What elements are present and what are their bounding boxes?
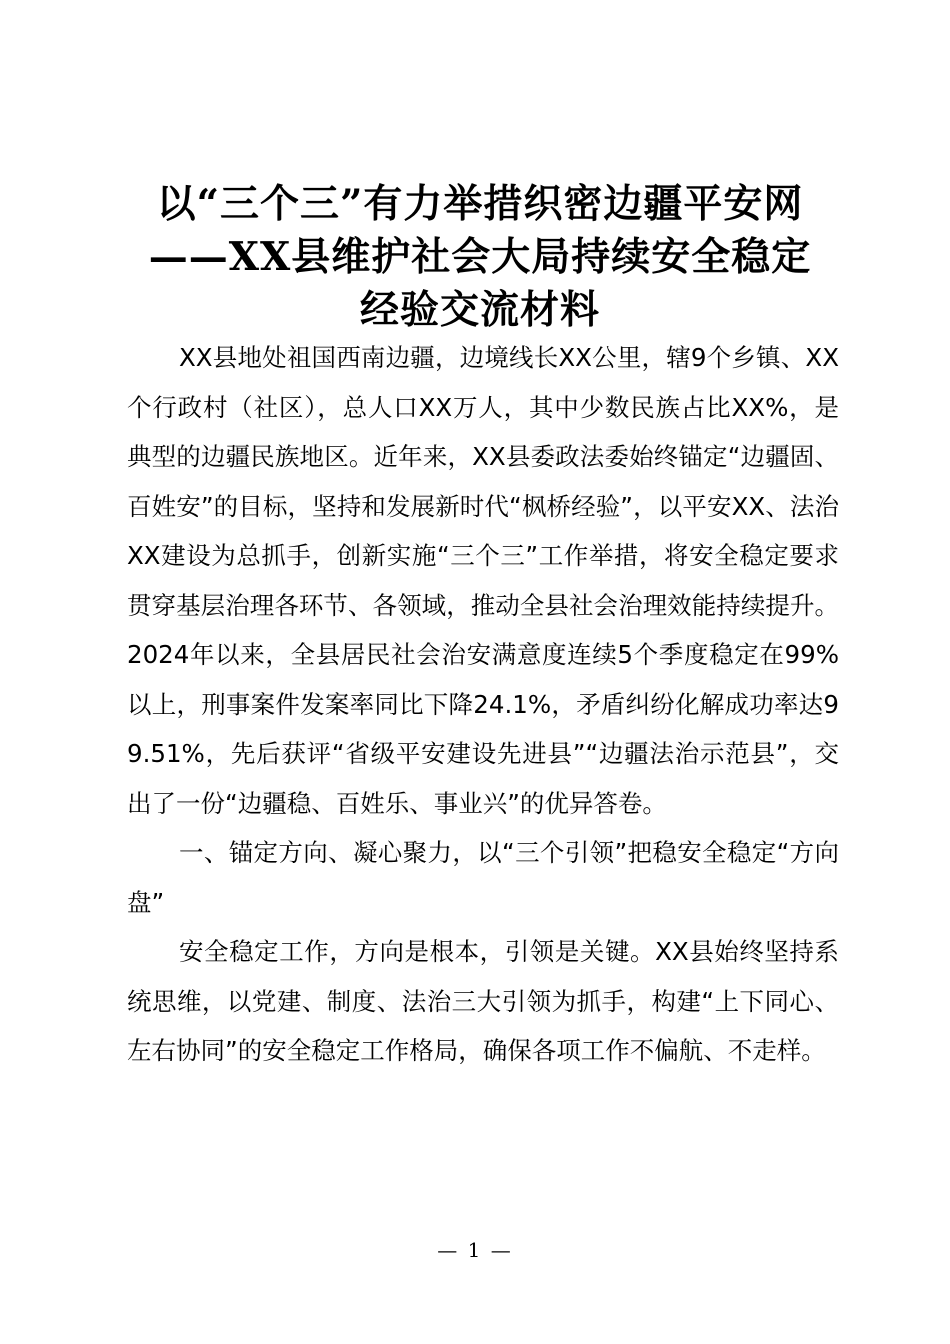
document-body bbox=[127, 333, 839, 1076]
title-line-3: 经验交流材料 bbox=[359, 287, 600, 333]
paragraph-section-1: 安全稳定工作，方向是根本，引领是关键。XX县始终坚持系统思维，以党建、制度、法治三大引领为抓手，构建“上下同心、左右协同”的安全稳定工作格局，确保各项工作不偏航、不走样。 bbox=[127, 937, 839, 1065]
document-title bbox=[110, 178, 850, 337]
title-line-1: 以“三个三”有力举措织密边疆平安网 bbox=[156, 181, 804, 227]
title-line-2: ——XX县维护社会大局持续安全稳定 bbox=[148, 234, 812, 280]
paragraph-intro: XX县地处祖国西南边疆，边境线长XX公里，辖9个乡镇、XX个行政村（社区），总人口XX万人，其中少数民族占比XX%，是典型的边疆民族地区。近年来，XX县委政法委始终锚定“边疆固、百姓安”的目标，坚持和发展新时代“枫桥经验”，以平安XX、法治XX建设为总抓手，创新实施“三个三”工作举措，将安全稳定要求贯穿基层治理各环节、各领域，推动全县社会治理效能持续提升。2024年以来，全县居民社会治安满意度连续5个季度稳定在99%以上，刑事案件发案率同比下降24.1%，矛盾纠纷化解成功率达99.51%，先后获评“省级平安建设先进县”“边疆法治示范县”，交出了一份“边疆稳、百姓乐、事业兴”的优异答卷。 bbox=[127, 343, 839, 818]
page-number: — 1 — bbox=[437, 1238, 513, 1262]
section-heading-1: 一、锚定方向、凝心聚力，以“三个引领”把稳安全稳定“方向盘” bbox=[127, 838, 839, 917]
